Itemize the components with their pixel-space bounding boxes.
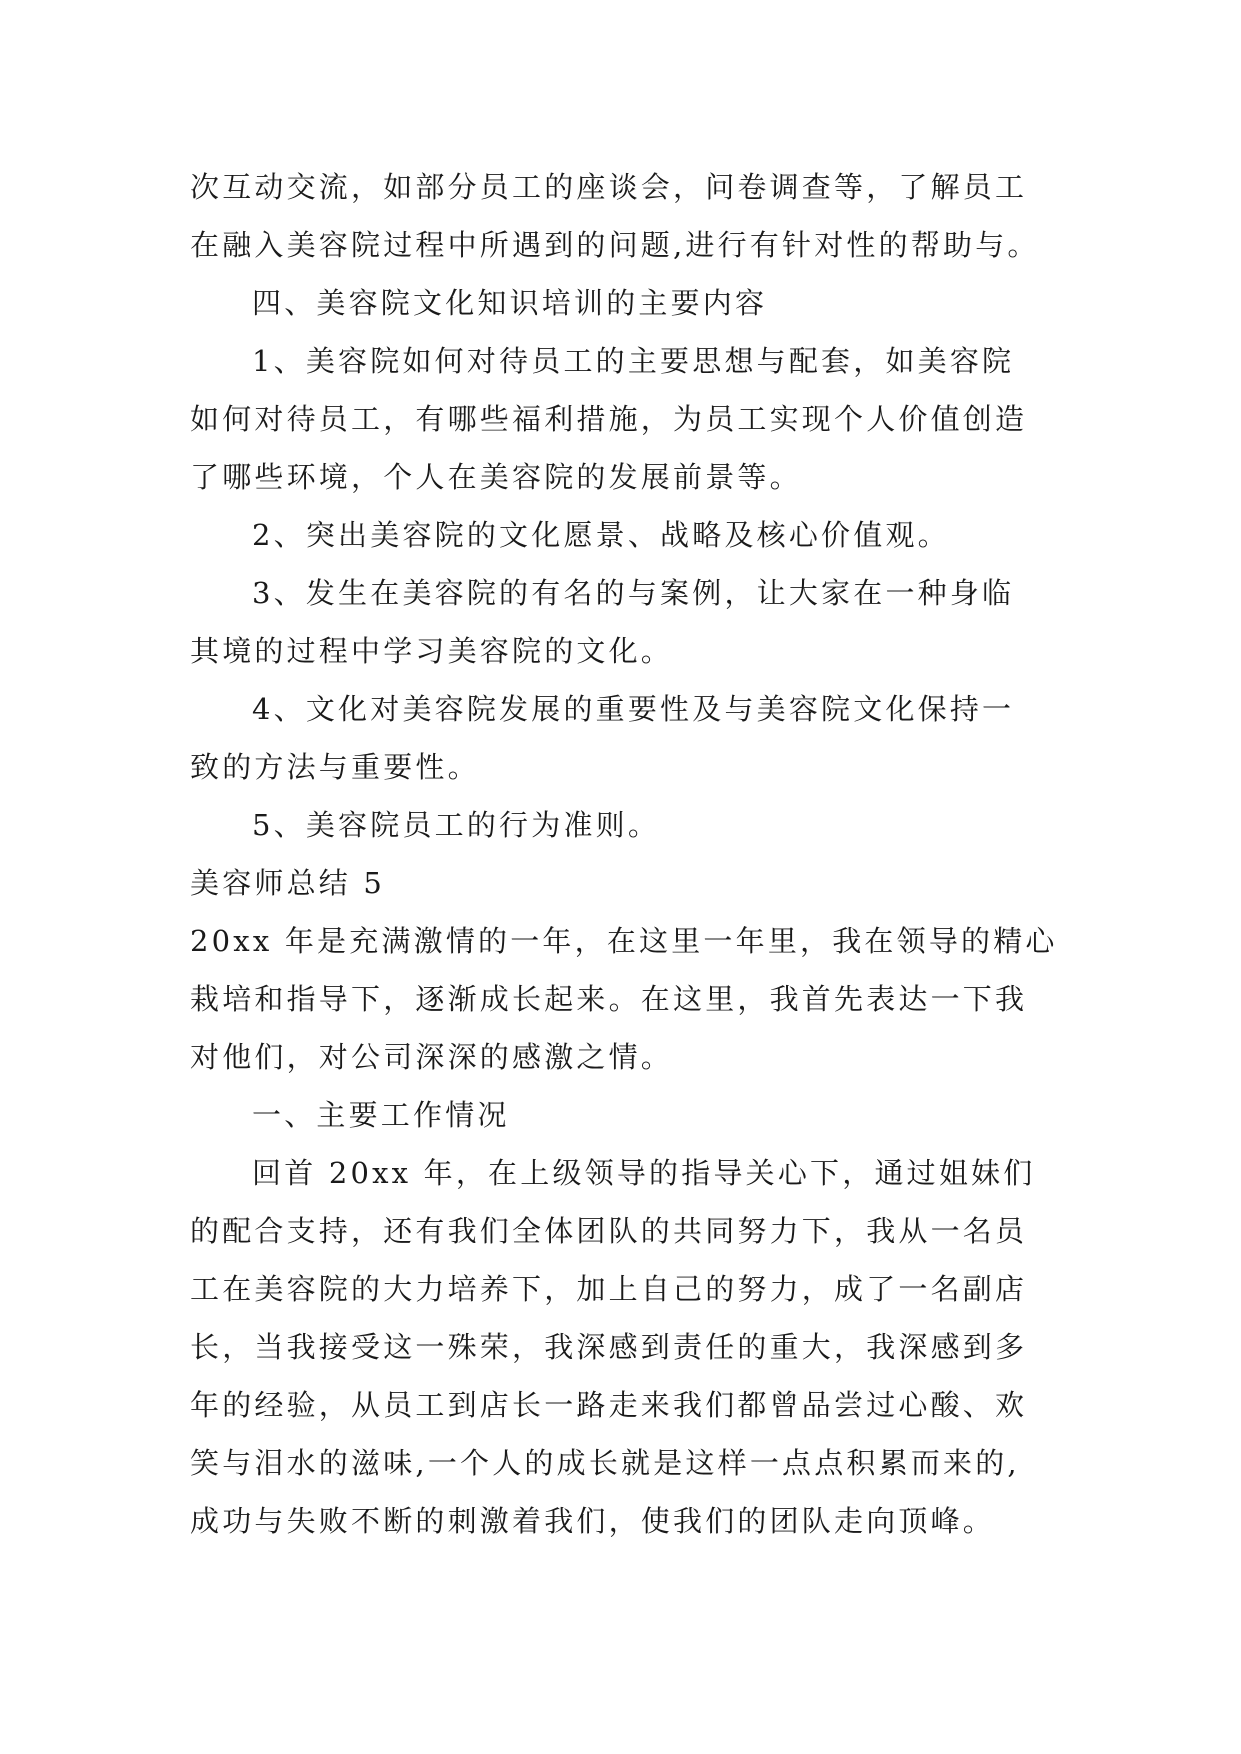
text-line: 其境的过程中学习美容院的文化。 [190,634,674,668]
text-line: 4、文化对美容院发展的重要性及与美容院文化保持一 [252,692,1015,726]
text-line: 20xx 年是充满激情的一年，在这里一年里，我在领导的精心 [190,924,1058,958]
text-line: 笑与泪水的滋味,一个人的成长就是这样一点点积累而来的, [190,1446,1020,1480]
text-line: 3、发生在美容院的有名的与案例，让大家在一种身临 [252,576,1015,610]
text-line: 回首 20xx 年，在上级领导的指导关心下，通过姐妹们 [252,1156,1036,1190]
text-line: 成功与失败不断的刺激着我们，使我们的团队走向顶峰。 [190,1504,996,1538]
text-line: 如何对待员工，有哪些福利措施，为员工实现个人价值创造 [190,402,1028,436]
text-line: 2、突出美容院的文化愿景、战略及核心价值观。 [252,518,950,552]
text-line: 了哪些环境，个人在美容院的发展前景等。 [190,460,802,494]
text-line: 的配合支持，还有我们全体团队的共同努力下，我从一名员 [190,1214,1028,1248]
text-line: 次互动交流，如部分员工的座谈会，问卷调查等，了解员工 [190,170,1028,204]
text-line: 在融入美容院过程中所遇到的问题,进行有针对性的帮助与。 [190,228,1040,262]
text-line: 年的经验，从员工到店长一路走来我们都曾品尝过心酸、欢 [190,1388,1028,1422]
document-title: 美容师总结 5 [190,866,386,900]
text-line: 长，当我接受这一殊荣，我深感到责任的重大，我深感到多 [190,1330,1028,1364]
text-line: 对他们，对公司深深的感激之情。 [190,1040,674,1074]
text-line: 1、美容院如何对待员工的主要思想与配套，如美容院 [252,344,1015,378]
text-line: 5、美容院员工的行为准则。 [252,808,661,842]
text-line: 致的方法与重要性。 [190,750,480,784]
section-heading: 一、主要工作情况 [252,1098,510,1132]
text-line: 栽培和指导下，逐渐成长起来。在这里，我首先表达一下我 [190,982,1028,1016]
section-heading: 四、美容院文化知识培训的主要内容 [252,286,768,320]
text-line: 工在美容院的大力培养下，加上自己的努力，成了一名副店 [190,1272,1028,1306]
